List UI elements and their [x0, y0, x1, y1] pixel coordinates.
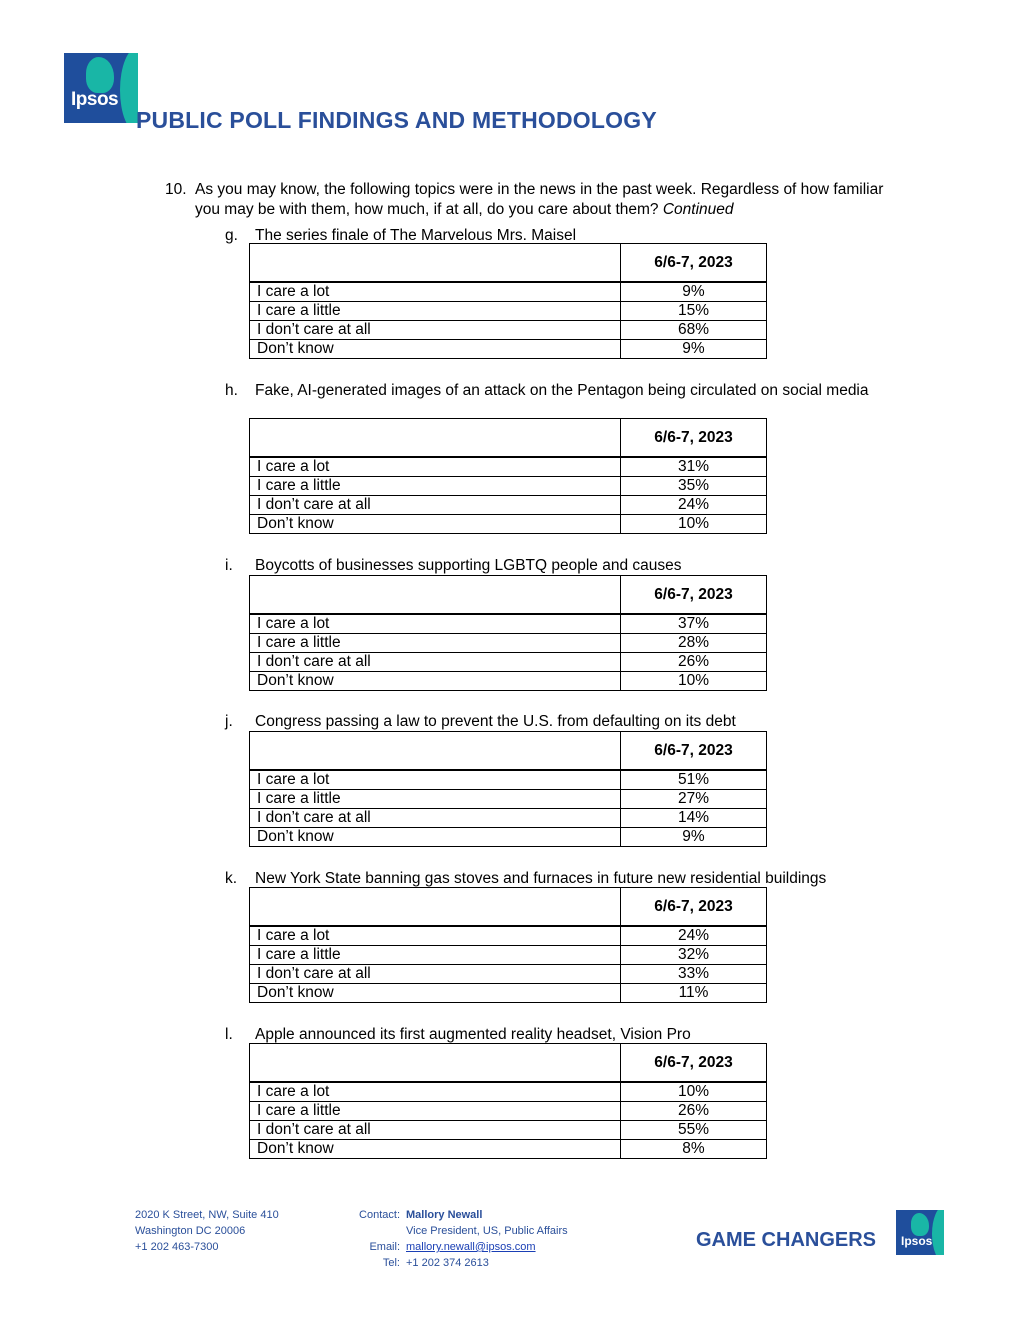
response-value: 33%: [621, 965, 767, 984]
results-table: [249, 1043, 767, 1159]
response-value: 15%: [621, 302, 767, 321]
question-number: 10.: [165, 181, 187, 198]
column-header-date: 6/6-7, 2023: [621, 732, 767, 771]
section-letter: h.: [225, 382, 238, 399]
section-letter: j.: [225, 713, 233, 730]
address-phone: +1 202 463-7300: [135, 1241, 219, 1253]
response-label: I care a little: [250, 790, 621, 809]
response-label: Don’t know: [250, 984, 621, 1003]
column-header-date: 6/6-7, 2023: [621, 244, 767, 283]
question-text: [195, 180, 885, 220]
response-value: 31%: [621, 457, 767, 477]
response-value: 9%: [621, 828, 767, 847]
contact-tel: +1 202 374 2613: [406, 1257, 489, 1269]
response-label: I care a lot: [250, 926, 621, 946]
response-value: 26%: [621, 1102, 767, 1121]
response-value: 24%: [621, 496, 767, 515]
table-header-row: [250, 244, 767, 283]
header-blank-cell: [250, 419, 621, 458]
header-blank-cell: [250, 576, 621, 615]
table-row: [250, 828, 767, 847]
column-header-date: 6/6-7, 2023: [621, 1044, 767, 1083]
table-row: [250, 790, 767, 809]
table-row: [250, 457, 767, 477]
results-table: [249, 887, 767, 1003]
slogan: GAME CHANGERS: [696, 1229, 877, 1251]
response-label: I care a little: [250, 946, 621, 965]
question-body: As you may know, the following topics were in the news in the past week. Regardless of how familiar you may be with them, how much, if at all, do you care about them?: [195, 181, 884, 218]
response-label: I care a little: [250, 477, 621, 496]
header-blank-cell: [250, 244, 621, 283]
response-value: 11%: [621, 984, 767, 1003]
table-row: [250, 672, 767, 691]
header-blank-cell: [250, 888, 621, 927]
response-value: 14%: [621, 809, 767, 828]
response-label: I care a lot: [250, 770, 621, 790]
address-line-1: 2020 K Street, NW, Suite 410: [135, 1209, 279, 1221]
header-blank-cell: [250, 1044, 621, 1083]
ipsos-logo: [64, 53, 138, 123]
page-title: PUBLIC POLL FINDINGS AND METHODOLOGY: [136, 107, 657, 133]
table-row: [250, 515, 767, 534]
section-letter: k.: [225, 870, 238, 887]
table-row: [250, 302, 767, 321]
table-header-row: [250, 576, 767, 615]
response-value: 10%: [621, 672, 767, 691]
table-row: [250, 1082, 767, 1102]
response-label: Don’t know: [250, 515, 621, 534]
table-row: [250, 614, 767, 634]
logo-wordmark: Ipsos: [901, 1234, 933, 1248]
response-value: 10%: [621, 1082, 767, 1102]
table-header-row: [250, 419, 767, 458]
response-label: I care a little: [250, 302, 621, 321]
contact-role: Vice President, US, Public Affairs: [406, 1225, 568, 1237]
table-header-row: [250, 732, 767, 771]
section-letter: l.: [225, 1026, 233, 1043]
table-row: [250, 1102, 767, 1121]
response-value: 10%: [621, 515, 767, 534]
response-value: 9%: [621, 340, 767, 359]
results-table: [249, 243, 767, 359]
section-title: New York State banning gas stoves and furnaces in future new residential buildings: [255, 870, 827, 887]
table-row: [250, 984, 767, 1003]
response-value: 26%: [621, 653, 767, 672]
section-title: Congress passing a law to prevent the U.S. from defaulting on its debt: [255, 713, 736, 730]
section-title: Fake, AI-generated images of an attack on the Pentagon being circulated on social media: [255, 382, 869, 399]
logo-wordmark: Ipsos: [71, 89, 119, 110]
response-label: Don’t know: [250, 672, 621, 691]
response-label: I care a lot: [250, 1082, 621, 1102]
column-header-date: 6/6-7, 2023: [621, 576, 767, 615]
response-label: I don’t care at all: [250, 653, 621, 672]
response-label: I care a little: [250, 634, 621, 653]
table-row: [250, 1140, 767, 1159]
response-label: I don’t care at all: [250, 321, 621, 340]
response-label: Don’t know: [250, 828, 621, 847]
contact-label: Contact:: [359, 1209, 400, 1221]
table-header-row: [250, 1044, 767, 1083]
table-row: [250, 340, 767, 359]
response-label: I care a lot: [250, 457, 621, 477]
response-label: I don’t care at all: [250, 1121, 621, 1140]
email-label: Email:: [369, 1241, 400, 1253]
response-label: I don’t care at all: [250, 496, 621, 515]
question-10: [165, 180, 885, 220]
contact-name: Mallory Newall: [406, 1209, 483, 1221]
table-row: [250, 1121, 767, 1140]
tel-label: Tel:: [382, 1257, 400, 1269]
table-row: [250, 965, 767, 984]
response-value: 9%: [621, 282, 767, 302]
section-title: Boycotts of businesses supporting LGBTQ people and causes: [255, 557, 682, 574]
logo-head-icon: [911, 1213, 929, 1236]
results-table: [249, 731, 767, 847]
results-table: [249, 418, 767, 534]
results-table: [249, 575, 767, 691]
response-label: Don’t know: [250, 1140, 621, 1159]
question-continued: Continued: [662, 201, 734, 218]
response-value: 28%: [621, 634, 767, 653]
logo-swoosh-shape: [932, 1210, 944, 1255]
response-label: Don’t know: [250, 340, 621, 359]
response-value: 32%: [621, 946, 767, 965]
response-label: I care a little: [250, 1102, 621, 1121]
response-value: 24%: [621, 926, 767, 946]
response-label: I don’t care at all: [250, 965, 621, 984]
logo-head-icon: [86, 57, 114, 93]
section-letter: g.: [225, 227, 238, 244]
table-row: [250, 477, 767, 496]
table-row: [250, 282, 767, 302]
response-value: 35%: [621, 477, 767, 496]
table-row: [250, 653, 767, 672]
response-value: 68%: [621, 321, 767, 340]
footer-address: [135, 1207, 279, 1255]
table-row: [250, 321, 767, 340]
section-title: Apple announced its first augmented reality headset, Vision Pro: [255, 1026, 691, 1043]
table-row: [250, 496, 767, 515]
response-value: 51%: [621, 770, 767, 790]
response-label: I don’t care at all: [250, 809, 621, 828]
table-row: [250, 946, 767, 965]
table-row: [250, 926, 767, 946]
column-header-date: 6/6-7, 2023: [621, 419, 767, 458]
response-value: 27%: [621, 790, 767, 809]
ipsos-footer-logo: [896, 1210, 944, 1255]
header-blank-cell: [250, 732, 621, 771]
table-row: [250, 809, 767, 828]
response-label: I care a lot: [250, 614, 621, 634]
response-value: 37%: [621, 614, 767, 634]
response-value: 8%: [621, 1140, 767, 1159]
address-line-2: Washington DC 20006: [135, 1225, 246, 1237]
section-letter: i.: [225, 557, 233, 574]
contact-email-link[interactable]: mallory.newall@ipsos.com: [406, 1241, 536, 1253]
section-title: The series finale of The Marvelous Mrs. Maisel: [255, 227, 577, 244]
table-row: [250, 770, 767, 790]
column-header-date: 6/6-7, 2023: [621, 888, 767, 927]
response-label: I care a lot: [250, 282, 621, 302]
table-row: [250, 634, 767, 653]
table-header-row: [250, 888, 767, 927]
response-value: 55%: [621, 1121, 767, 1140]
